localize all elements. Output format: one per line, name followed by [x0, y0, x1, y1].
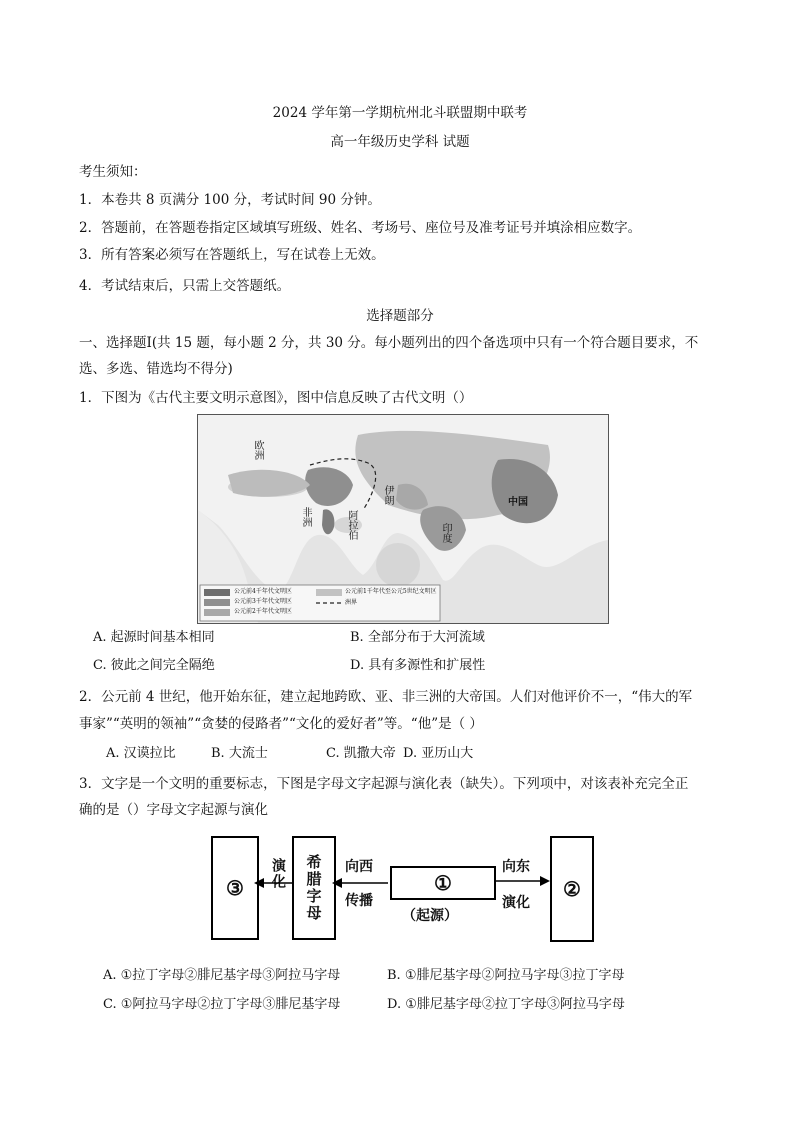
civilization-map [197, 414, 609, 624]
box-1: ① [390, 866, 496, 900]
label-west-bottom: 传播 [345, 893, 373, 909]
option-b: B. 大流士 [211, 746, 268, 761]
notice-item: 3．所有答案必须写在答题纸上，写在试卷上无效。 [79, 247, 385, 263]
option-b: B. 全部分布于大河流域 [350, 630, 485, 645]
exam-title: 2024 学年第一学期杭州北斗联盟期中联考 [272, 105, 528, 121]
section-title: 选择题部分 [366, 308, 434, 324]
map-label-europe: 欧洲 [252, 440, 263, 460]
exam-subtitle: 高一年级历史学科 试题 [330, 134, 470, 150]
option-a: A. 起源时间基本相同 [93, 630, 215, 645]
label-evolve-left: 演化 [270, 858, 286, 890]
map-label-india: 印度 [440, 523, 451, 543]
greek-box: 希腊字母 [292, 836, 336, 940]
option-d: D. 亚历山大 [403, 746, 474, 761]
arrow-east [492, 874, 550, 888]
section-intro: 一、选择题Ⅰ(共 15 题，每小题 2 分，共 30 分。每小题列出的四个备选项中只有一个符合题目要求，不 [79, 335, 699, 351]
map-label-africa: 非洲 [300, 507, 311, 527]
option-c: C. 彼此之间完全隔绝 [93, 658, 215, 673]
map-label-arabia: 阿拉伯 [346, 510, 357, 540]
option-a: A. ①拉丁字母②腓尼基字母③阿拉马字母 [103, 968, 341, 983]
label-east-bottom: 演化 [502, 895, 530, 911]
notice-item: 1．本卷共 8 页满分 100 分，考试时间 90 分钟。 [79, 192, 381, 208]
legend-item: 公元前2千年代文明区 [234, 608, 292, 615]
option-b: B. ①腓尼基字母②阿拉马字母③拉丁字母 [387, 968, 625, 983]
option-d: D. 具有多源性和扩展性 [350, 658, 486, 673]
legend-item: 公元前1千年代至公元5世纪文明区 [345, 588, 437, 595]
legend-item: 公元前4千年代文明区 [234, 588, 292, 595]
map-label-iran: 伊朗 [382, 485, 393, 505]
question-stem: 1．下图为《古代主要文明示意图》，图中信息反映了古代文明（） [79, 390, 473, 406]
legend-item: 洲界 [345, 599, 358, 606]
notice-item: 4．考试结束后，只需上交答题纸。 [79, 278, 291, 294]
map-label-china: 中国 [508, 497, 528, 508]
question-stem: 事家”“英明的领袖”“贪婪的侵路者”“文化的爱好者”等。“他”是（ ） [79, 716, 483, 732]
question-stem: 2．公元前 4 世纪，他开始东征，建立起地跨欧、亚、非三洲的大帝国。人们对他评价不一，“伟大的军 [79, 689, 693, 705]
option-d: D. ①腓尼基字母②拉丁字母③阿拉马字母 [387, 997, 625, 1012]
arrow-to-box3 [254, 876, 294, 890]
notice-heading: 考生须知： [79, 164, 147, 180]
label-west-top: 向西 [345, 859, 373, 875]
option-a: A. 汉谟拉比 [106, 746, 176, 761]
box-2: ② [550, 836, 594, 942]
notice-item: 2．答题前，在答题卷指定区域填写班级、姓名、考场号、座位号及准考证号并填涂相应数字。 [79, 220, 642, 236]
legend-item: 公元前3千年代文明区 [234, 598, 292, 605]
option-c: C. 凯撒大帝 [326, 746, 396, 761]
label-origin: （起源） [402, 908, 458, 924]
question-stem: 确的是（）字母文字起源与演化 [79, 802, 268, 818]
label-east-top: 向东 [502, 859, 530, 875]
box-3: ③ [211, 836, 259, 940]
section-intro: 选、多选、错选均不得分) [79, 361, 233, 377]
arrow-west [332, 876, 390, 890]
question-stem: 3．文字是一个文明的重要标志，下图是字母文字起源与演化表（缺失）。下列项中，对该表补充完全正 [79, 776, 689, 792]
option-c: C. ①阿拉马字母②拉丁字母③腓尼基字母 [103, 997, 341, 1012]
